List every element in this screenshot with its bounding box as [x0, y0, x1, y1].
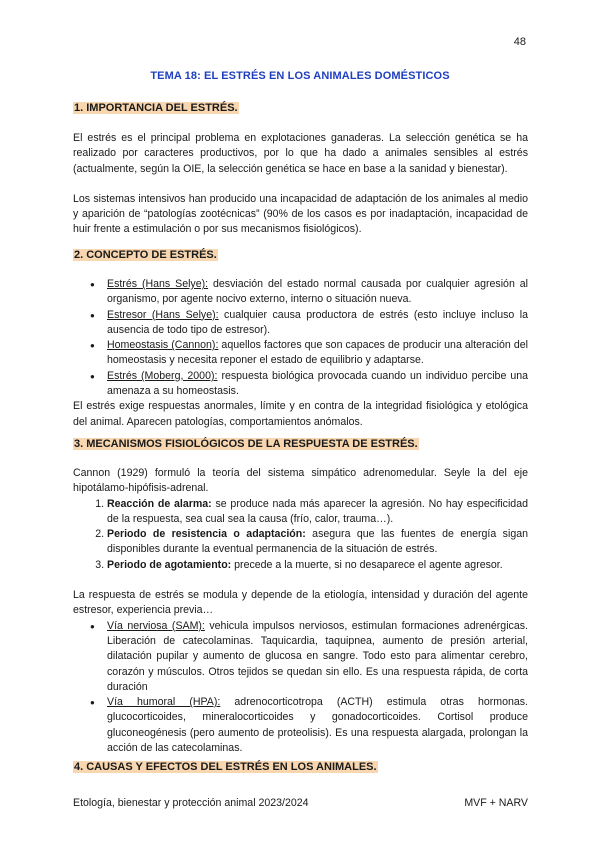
definition-list	[73, 277, 528, 399]
section-heading-4: 4. CAUSAS Y EFECTOS DEL ESTRÉS EN LOS ANIMALES.	[74, 761, 377, 773]
section-heading-3: 3. MECANISMOS FISIOLÓGICOS DE LA RESPUESTA DE ESTRÉS.	[74, 438, 418, 450]
page-number: 48	[513, 36, 526, 48]
list-item: 1. Reacción de alarma: se produce nada más aparecer la agresión. No hay especificidad de la respuesta, sea cual sea la causa (frío, calor, trauma…).	[107, 497, 528, 528]
paragraph: La respuesta de estrés se modula y depende de la etiología, intensidad y duración del agente estresor, experiencia previa…	[73, 589, 528, 617]
list-item: ● Estrés (Moberg, 2000): respuesta biológica provocada cuando un individuo percibe una amenaza a su homeostasis.	[107, 369, 528, 400]
list-item: ● Vía nerviosa (SAM): vehicula impulsos nerviosos, estimulan formaciones adrenérgicas. Liberación de catecolaminas. Taquicardia, taquipnea, aumento de presión arterial, dilatación pupilar y aumento de glucosa en sangre. Todo esto para alimentar cerebro, corazón y músculos. Otros tejidos se quedan sin ello. Es una respuesta rápida, de corta duración	[107, 619, 528, 695]
section-2-body	[73, 277, 528, 430]
section-1-body	[73, 131, 528, 238]
paragraph: Cannon (1929) formuló la teoría del sistema simpático adrenomedular. Seyle la del eje hipotálamo-hipófisis-adrenal.	[73, 467, 528, 495]
paragraph: El estrés exige respuestas anormales, límite y en contra de la integridad fisiológica y etológica del animal. Aparecen patologías, comportamientos anómalos.	[73, 400, 528, 428]
footer-course: Etología, bienestar y protección animal 2023/2024	[73, 797, 309, 809]
list-item: ● Estrés (Hans Selye): desviación del estado normal causada por cualquier agresión al organismo, por agente nocivo externo, interno o situación nueva.	[107, 277, 528, 308]
document-title: TEMA 18: EL ESTRÉS EN LOS ANIMALES DOMÉSTICOS	[150, 70, 450, 82]
list-item: 2. Periodo de resistencia o adaptación: asegura que las fuentes de energía sigan disponibles durante la eventual permanencia de la situación de estrés.	[107, 527, 528, 558]
footer-authors: MVF + NARV	[464, 797, 528, 809]
section-heading-2: 2. CONCEPTO DE ESTRÉS.	[74, 249, 217, 261]
list-item: ● Estresor (Hans Selye): cualquier causa productora de estrés (esto incluye incluso la ausencia de todo tipo de estresor).	[107, 308, 528, 339]
paragraph: Los sistemas intensivos han producido una incapacidad de adaptación de los animales al medio y aparición de “patologías zootécnicas” (90% de los casos es por inadaptación, incapacidad de huir frente a estimulación o por sus mecanismos fisiológicos).	[73, 192, 528, 236]
pathway-list	[73, 619, 528, 757]
section-heading-1: 1. IMPORTANCIA DEL ESTRÉS.	[74, 102, 238, 114]
list-item: ● Homeostasis (Cannon): aquellos factores que son capaces de producir una alteración del homeostasis y necesita reponer el estado de equilibrio y adaptarse.	[107, 338, 528, 369]
list-item: 3. Periodo de agotamiento: precede a la muerte, si no desaparece el agente agresor.	[107, 558, 528, 573]
section-3-body	[73, 466, 528, 756]
paragraph: El estrés es el principal problema en explotaciones ganaderas. La selección genética se ha realizado por caracteres productivos, por lo que ha dado a animales sensibles al estrés (actualmente, según la OIE, la selección genética se hace en base a la sanidad y bienestar).	[73, 132, 528, 175]
phase-list	[73, 497, 528, 573]
list-item: ● Vía humoral (HPA): adrenocorticotropa (ACTH) estimula otras hormonas. glucocorticoides, mineralocorticoides y gonadocorticoides. Cortisol produce gluconeogénesis (pero aumento de proteolisis). Es una respuesta alargada, prolongan la acción de las catecolaminas.	[107, 695, 528, 756]
